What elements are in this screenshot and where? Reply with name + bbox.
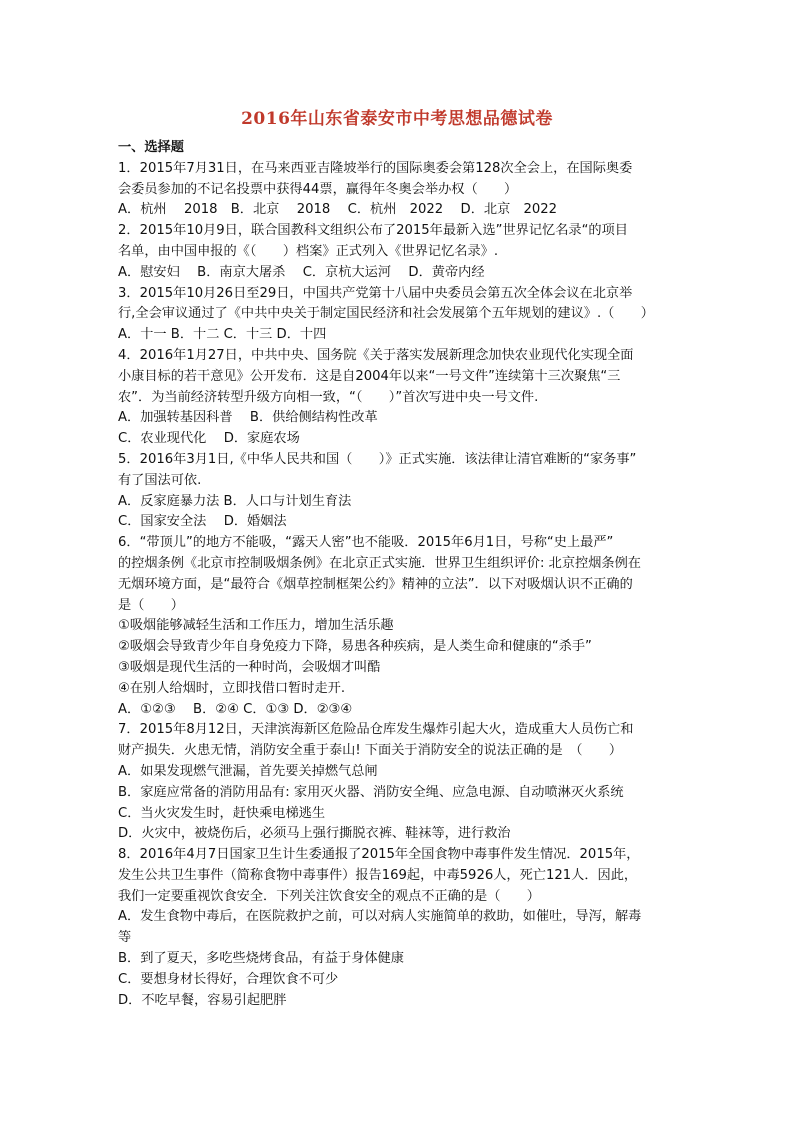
text-line: A．发生食物中毒后，在医院救护之前，可以对病人实施简单的救助，如催吐，导泻，解毒	[118, 909, 642, 925]
text-line: ③吸烟是现代生活的一种时尚，会吸烟才叫酷	[118, 659, 381, 675]
text-line: 我们一定要重视饮食安全．下列关注饮食安全的观点不正确的是（ ）	[118, 888, 540, 904]
text-line: A．①②③ B．②④ C．①③ D．②③④	[118, 701, 353, 717]
text-line: 4．2016年1月27日，中共中央、国务院《关于落实发展新理念加快农业现代化实现全面	[118, 347, 634, 363]
text-line: D．火灾中，被烧伤后，必须马上强行撕脱衣裤、鞋袜等，进行救治	[118, 826, 511, 842]
text-line: A．加强转基因科普 B．供给侧结构性改革	[118, 410, 378, 426]
text-line: 7．2015年8月12日，天津滨海新区危险品仓库发生爆炸引起大火，造成重大人员伤亡和	[118, 722, 634, 738]
text-line: ①吸烟能够减轻生活和工作压力，增加生活乐趣	[118, 618, 394, 634]
text-line: 财产损失．火患无情，消防安全重于泰山! 下面关于消防安全的说法正确的是 （ ）	[118, 743, 623, 759]
text-line: 3．2015年10月26日至29日，中国共产党第十八届中央委员会第五次全体会议在北京举	[118, 285, 633, 301]
text-line: C．当火灾发生时，赶快乘电梯逃生	[118, 805, 326, 821]
text-line: D．不吃早餐，容易引起肥胖	[118, 992, 287, 1008]
text-line: 有了国法可依.	[118, 472, 202, 488]
text-line: A．杭州 2018 B．北京 2018 C．杭州 2022 D．北京 2022	[118, 202, 558, 218]
text-line: A．十一 B．十二 C．十三 D．十四	[118, 327, 327, 343]
text-line: ②吸烟会导致青少年自身免疫力下降，易患各种疾病，是人类生命和健康的“杀手”	[118, 639, 592, 655]
text-line: 6．“带顶儿”的地方不能吸，“露天人密”也不能吸．2015年6月1日，号称“史上最严”	[118, 535, 614, 551]
text-line: 会委员参加的不记名投票中获得44票，赢得年冬奥会举办权（ ）	[118, 181, 518, 197]
section-heading: 一、选择题	[118, 140, 184, 155]
text-line: 农”．为当前经济转型升级方向相一致，“（ ）”首次写进中央一号文件.	[118, 389, 539, 405]
text-line: 发生公共卫生事件（简称食物中毒事件）报告169起，中毒5926人，死亡121人．因此，	[118, 867, 638, 883]
exam-content	[118, 138, 678, 1011]
text-line: 的控烟条例《北京市控制吸烟条例》在北京正式实施．世界卫生组织评价: 北京控烟条例在	[118, 555, 641, 571]
text-line: A．如果发现燃气泄漏，首先要关掉燃气总闸	[118, 763, 378, 779]
text-line: 无烟环境方面，是“最符合《烟草控制框架公约》精神的立法”．以下对吸烟认识不正确的	[118, 576, 633, 592]
text-line: C．要想身材长得好，合理饮食不可少	[118, 971, 339, 987]
text-line: A．慰安妇 B．南京大屠杀 C．京杭大运河 D．黄帝内经	[118, 264, 485, 280]
text-line: C．国家安全法 D．婚姻法	[118, 514, 287, 530]
text-line: 5．2016年3月1日,《中华人民共和国（ ）》正式实施．该法律让清官难断的“家务事”	[118, 451, 637, 467]
text-line: B．到了夏天，多吃些烧烤食品，有益于身体健康	[118, 951, 404, 967]
text-line: 1．2015年7月31日，在马来西亚吉隆坡举行的国际奥委会第128次全会上，在国际奥委	[118, 160, 633, 176]
text-line: 8．2016年4月7日国家卫生计生委通报了2015年全国食物中毒事件发生情况．2015年，	[118, 847, 640, 863]
text-line: 小康目标的若干意见》公开发布．这是自2004年以来“一号文件”连续第十三次聚焦“三	[118, 368, 621, 384]
text-line: A．反家庭暴力法 B．人口与计划生育法	[118, 493, 352, 509]
text-line: ④在别人给烟时，立即找借口暂时走开.	[118, 680, 346, 696]
text-line: 名单，由中国申报的《（ ）档案》正式列入《世界记忆名录》.	[118, 243, 499, 259]
text-line: 行,全会审议通过了《中共中央关于制定国民经济和社会发展第个五年规划的建议》.（ ）	[118, 306, 654, 322]
text-line: 等	[118, 930, 132, 946]
text-line: 是（ ）	[118, 597, 184, 613]
text-line: 2．2015年10月9日，联合国教科文组织公布了2015年最新入选”世界记忆名录“的项目	[118, 223, 628, 239]
text-line: C．农业现代化 D．家庭农场	[118, 431, 300, 447]
text-line: B．家庭应常备的消防用品有: 家用灭火器、消防安全绳、应急电源、自动喷淋灭火系统	[118, 784, 624, 800]
page-title: 2016年山东省泰安市中考思想品德试卷	[241, 109, 553, 129]
